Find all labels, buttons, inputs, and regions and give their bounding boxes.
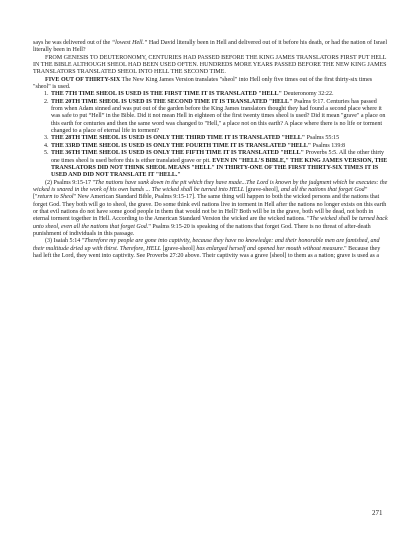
list-item-heading: THE 7TH TIME SHEOL IS USED IS THE FIRST TIME IT IS TRANSLATED "HELL": [51, 91, 282, 98]
list-item-text: Psalms 139:8: [311, 142, 346, 149]
scripture-quote: has enlarged herself and opened her mouth without measure: [196, 245, 343, 252]
text-span: ." Psalms 9:15-20 is speaking of the nations that forget God. There is no threat of after-death punishment of individuals in this passage.: [33, 223, 371, 237]
text-span: [grave-sheol],: [244, 186, 281, 193]
list-item-emphasis: EVEN IN "HELL'S BIBLE," THE KING JAMES VERSION, THE TRANSLATORS DID NOT THINK SHEOL MEANS "HELL" IN THIRTY-ONE OF THE FIRST THIRTY-SIX TIMES IT IS USED AND DID NOT TRANSLATE IT "HELL.": [51, 157, 388, 179]
paragraph-five-of-thirty-six: [33, 77, 388, 92]
sheol-usage-list: [33, 91, 388, 179]
list-item-text: Psalms 9:17. Centuries has passed from when Adam sinned and was put out of the garden before the King James translators thought they had found a second place where it was safe to put “Hell” in the Bible. Did it not mean Hell in eighteen of the first twenty times sheol is used? Did it mean "grave" a place on this earth for centuries and then the same word was changed to "Hell," a place not on this earth? A place where there is no life or torment changed to a place of eternal life in torment?: [51, 98, 386, 135]
list-item-heading: THE 28TH TIME SHEOL IS USED IS ONLY THE THIRD TIME IT IS TRANSLATED "HELL": [51, 135, 306, 142]
text-span: Had David literally been in Hell and delivered out of it before his death, or had the nation of Israel literally been in Hell?: [33, 40, 388, 54]
scripture-quote: The nations have sunk down in the pit which they have made...The Lord is known by the judgment which he executes: the wicked is snared in the work of his own hands ... The wicked shall be turned into HELL: [33, 179, 388, 193]
scripture-quote: The wicked shall be turned back unto sheol, even all the nations that forget God: [33, 216, 388, 230]
list-item: [50, 135, 388, 142]
list-item-heading: THE 36TH TIME SHEOL IS USED IS ONLY THE FIFTH TIME IT IS TRANSLATED "HELL": [51, 150, 304, 157]
list-item: [50, 99, 388, 136]
scripture-quote: and all the nations that forget God": [280, 186, 368, 193]
list-item: [50, 150, 388, 179]
list-item: [50, 91, 388, 98]
scripture-quote: return to Sheol: [37, 194, 74, 201]
page-number: 271: [372, 509, 383, 517]
text-span: The New King James Version translates "sheol" into Hell only five times out of the first thirty-six times "sheol" is used.: [33, 76, 373, 91]
list-item: [50, 143, 388, 150]
page-body: [33, 40, 388, 260]
text-span: [grave-sheol]: [161, 245, 197, 252]
list-item-text: Psalms 55:15: [305, 135, 340, 142]
text-span: " New American Standard Bible, Psalms 9:15-17]. The same thing will happen to both the wicked persons and the nations that forget God. They both will go to sheol, the grave. Do some think evil nations live in torment in Hell after the nations no longer exists on this earth or that evil nations do not have some good people in them that would not be in Hell? Both will be in the grave, both will be dead, not both in eternal torment together in Hell. According to the American Standard Version the wicked are the wicked nations. ": [33, 194, 387, 223]
text-span: says he was delivered out of the: [33, 40, 112, 46]
list-item-text: Proverbs 5:5. All the other thirty one times sheol is used before this is either translated grave or pit.: [51, 150, 385, 164]
list-item-text: Deuteronomy 32:22.: [281, 91, 334, 98]
paragraph-centuries: FROM GENESIS TO DEUTERONOMY, CENTURIES HAD PASSED BEFORE THE KING JAMES TRANSLATORS FIRST PUT HELL IN THE BIBLE ALTHOUGH SHEOL HAD BEEN USED OFTEN. HUNDREDS MORE YEARS PASSED BEFORE THE NEW KING JAMES TRANSLATORS TRANSLATED SHEOL INTO HELL THE SECOND TIME.: [33, 54, 387, 76]
text-span: (3) Isaiah 5:14 ": [45, 238, 85, 245]
paragraph-psalms-9: [33, 180, 388, 239]
bold-heading: FIVE OUT OF THIRTY-SIX: [45, 76, 121, 83]
paragraph-isaiah-5: [33, 238, 388, 260]
list-item-heading: THE 33RD TIME SHEOL IS USED IS ONLY THE FOURTH TIME IT IS TRANSLATED "HELL": [51, 142, 312, 149]
quote-lowest-hell: “lowest Hell.”: [111, 40, 148, 46]
text-span: (2) Psalms 9:15-17 ": [45, 179, 96, 186]
text-span: [": [33, 194, 38, 201]
scripture-quote: Therefore my people are gone into captivity, because they have no knowledge: and their honorable men are famished, and their multitude dried up with thirst. Therefore, HELL: [33, 238, 380, 252]
list-item-heading: THE 20TH TIME SHEOL IS USED IS THE SECOND TIME IT IS TRANSLATED "HELL": [51, 98, 293, 105]
text-span: ." Because they had left the Lord, they went into captivity. See Proverbs 27:20 above. Their captivity was a grave [sheol] to them as a nation; grave is used as a: [33, 245, 381, 259]
paragraph-intro: [33, 40, 388, 55]
